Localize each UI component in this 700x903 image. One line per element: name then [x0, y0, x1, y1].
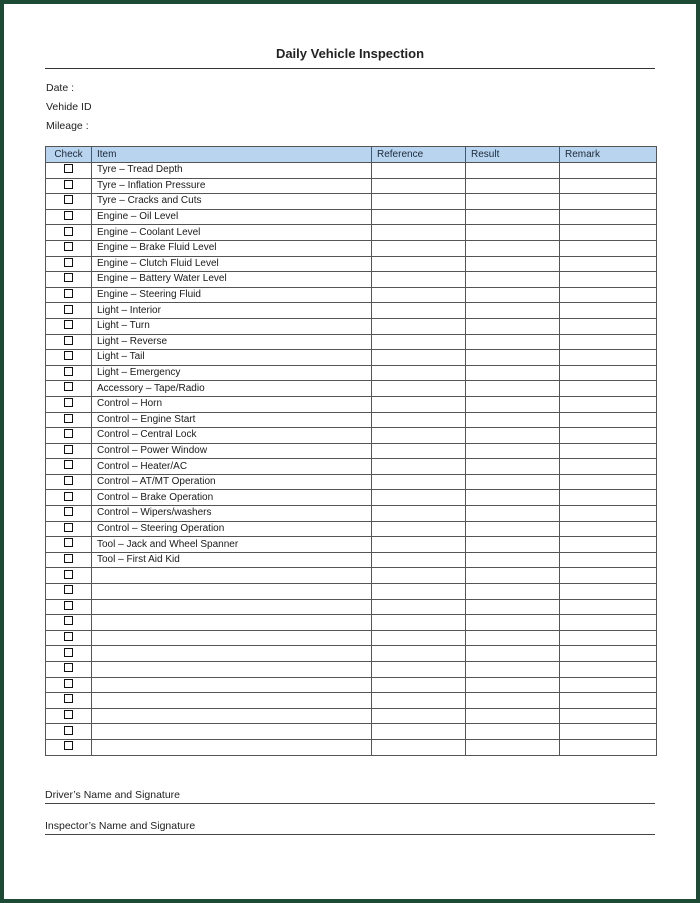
reference-cell[interactable] [372, 428, 466, 444]
check-cell [46, 552, 92, 568]
checkbox[interactable] [64, 398, 73, 407]
table-row [46, 662, 657, 678]
remark-cell[interactable] [560, 615, 657, 631]
remark-cell[interactable] [560, 256, 657, 272]
check-cell [46, 646, 92, 662]
reference-cell[interactable] [372, 552, 466, 568]
checkbox[interactable] [64, 195, 73, 204]
mileage-label: Mileage : [46, 120, 89, 132]
checkbox[interactable] [64, 445, 73, 454]
item-cell: Control – Brake Operation [92, 490, 372, 506]
item-cell: Engine – Battery Water Level [92, 272, 372, 288]
item-cell [92, 646, 372, 662]
remark-cell[interactable] [560, 630, 657, 646]
reference-cell[interactable] [372, 240, 466, 256]
item-cell [92, 568, 372, 584]
remark-cell[interactable] [560, 194, 657, 210]
item-cell: Light – Interior [92, 303, 372, 319]
checkbox[interactable] [64, 694, 73, 703]
remark-cell[interactable] [560, 287, 657, 303]
table-row [46, 443, 657, 459]
checkbox[interactable] [64, 710, 73, 719]
item-cell: Tyre – Tread Depth [92, 163, 372, 179]
title-divider [45, 68, 655, 69]
reference-cell[interactable] [372, 474, 466, 490]
result-cell[interactable] [466, 303, 560, 319]
reference-cell[interactable] [372, 646, 466, 662]
checkbox[interactable] [64, 414, 73, 423]
reference-cell[interactable] [372, 724, 466, 740]
reference-cell[interactable] [372, 537, 466, 553]
remark-cell[interactable] [560, 584, 657, 600]
check-cell [46, 506, 92, 522]
reference-cell[interactable] [372, 178, 466, 194]
item-cell [92, 677, 372, 693]
remark-cell[interactable] [560, 428, 657, 444]
result-cell[interactable] [466, 178, 560, 194]
check-cell [46, 443, 92, 459]
item-cell [92, 615, 372, 631]
result-cell[interactable] [466, 584, 560, 600]
table-row [46, 428, 657, 444]
check-cell [46, 708, 92, 724]
remark-cell[interactable] [560, 506, 657, 522]
vehicle-id-label: Vehide ID [46, 101, 92, 113]
reference-cell[interactable] [372, 568, 466, 584]
check-cell [46, 662, 92, 678]
table-row [46, 615, 657, 631]
remark-cell[interactable] [560, 693, 657, 709]
result-cell[interactable] [466, 350, 560, 366]
page-title: Daily Vehicle Inspection [275, 46, 425, 61]
checkbox[interactable] [64, 648, 73, 657]
result-cell[interactable] [466, 677, 560, 693]
checkbox[interactable] [64, 507, 73, 516]
table-row [46, 724, 657, 740]
table-row [46, 163, 657, 179]
table-row [46, 552, 657, 568]
item-cell [92, 584, 372, 600]
result-cell[interactable] [466, 662, 560, 678]
result-cell[interactable] [466, 272, 560, 288]
check-cell [46, 240, 92, 256]
check-cell [46, 256, 92, 272]
result-cell[interactable] [466, 365, 560, 381]
reference-cell[interactable] [372, 381, 466, 397]
check-cell [46, 521, 92, 537]
checkbox[interactable] [64, 570, 73, 579]
result-cell[interactable] [466, 396, 560, 412]
result-cell[interactable] [466, 693, 560, 709]
result-cell[interactable] [466, 240, 560, 256]
reference-cell[interactable] [372, 677, 466, 693]
remark-cell[interactable] [560, 163, 657, 179]
checkbox[interactable] [64, 429, 73, 438]
table-header-row [46, 147, 657, 163]
item-cell: Engine – Steering Fluid [92, 287, 372, 303]
reference-cell[interactable] [372, 443, 466, 459]
checkbox[interactable] [64, 460, 73, 469]
item-cell: Control – Power Window [92, 443, 372, 459]
table-row [46, 459, 657, 475]
checkbox[interactable] [64, 538, 73, 547]
checkbox[interactable] [64, 554, 73, 563]
checkbox[interactable] [64, 367, 73, 376]
result-cell[interactable] [466, 552, 560, 568]
result-cell[interactable] [466, 599, 560, 615]
item-cell [92, 739, 372, 755]
table-row [46, 178, 657, 194]
table-row [46, 693, 657, 709]
item-cell: Control – Steering Operation [92, 521, 372, 537]
remark-cell[interactable] [560, 209, 657, 225]
remark-cell[interactable] [560, 350, 657, 366]
item-cell: Control – Engine Start [92, 412, 372, 428]
reference-cell[interactable] [372, 599, 466, 615]
table-row [46, 365, 657, 381]
remark-cell[interactable] [560, 521, 657, 537]
check-cell [46, 490, 92, 506]
check-cell [46, 225, 92, 241]
result-cell[interactable] [466, 506, 560, 522]
reference-cell[interactable] [372, 303, 466, 319]
reference-cell[interactable] [372, 272, 466, 288]
item-cell: Light – Emergency [92, 365, 372, 381]
result-cell[interactable] [466, 474, 560, 490]
result-cell[interactable] [466, 209, 560, 225]
check-cell [46, 428, 92, 444]
reference-cell[interactable] [372, 708, 466, 724]
result-cell[interactable] [466, 194, 560, 210]
result-cell[interactable] [466, 521, 560, 537]
table-row [46, 474, 657, 490]
reference-cell[interactable] [372, 194, 466, 210]
item-cell: Tool – Jack and Wheel Spanner [92, 537, 372, 553]
reference-cell[interactable] [372, 334, 466, 350]
reference-cell[interactable] [372, 350, 466, 366]
reference-cell[interactable] [372, 225, 466, 241]
remark-cell[interactable] [560, 739, 657, 755]
item-cell: Accessory – Tape/Radio [92, 381, 372, 397]
remark-cell[interactable] [560, 474, 657, 490]
remark-cell[interactable] [560, 599, 657, 615]
table-row [46, 334, 657, 350]
check-cell [46, 693, 92, 709]
reference-cell[interactable] [372, 506, 466, 522]
table-row [46, 412, 657, 428]
result-cell[interactable] [466, 318, 560, 334]
remark-cell[interactable] [560, 272, 657, 288]
remark-cell[interactable] [560, 443, 657, 459]
check-cell [46, 459, 92, 475]
item-cell: Light – Tail [92, 350, 372, 366]
check-cell [46, 178, 92, 194]
remark-cell[interactable] [560, 677, 657, 693]
table-row [46, 677, 657, 693]
column-header-result: Result [466, 147, 560, 163]
date-label: Date : [46, 82, 75, 94]
item-cell: Engine – Clutch Fluid Level [92, 256, 372, 272]
reference-cell[interactable] [372, 209, 466, 225]
table-row [46, 303, 657, 319]
table-row [46, 599, 657, 615]
check-cell [46, 724, 92, 740]
table-row [46, 739, 657, 755]
check-cell [46, 272, 92, 288]
result-cell[interactable] [466, 412, 560, 428]
checkbox[interactable] [64, 273, 73, 282]
reference-cell[interactable] [372, 615, 466, 631]
table-row [46, 490, 657, 506]
item-cell: Tyre – Cracks and Cuts [92, 194, 372, 210]
remark-cell[interactable] [560, 490, 657, 506]
check-cell [46, 350, 92, 366]
reference-cell[interactable] [372, 256, 466, 272]
table-row [46, 537, 657, 553]
remark-cell[interactable] [560, 365, 657, 381]
table-row [46, 318, 657, 334]
item-cell: Tool – First Aid Kid [92, 552, 372, 568]
inspector-signature-line: Inspector’s Name and Signature [45, 820, 655, 835]
table-row [46, 568, 657, 584]
checkbox[interactable] [64, 351, 73, 360]
remark-cell[interactable] [560, 662, 657, 678]
table-row [46, 350, 657, 366]
item-cell: Control – Central Lock [92, 428, 372, 444]
table-row [46, 272, 657, 288]
remark-cell[interactable] [560, 334, 657, 350]
result-cell[interactable] [466, 443, 560, 459]
checkbox[interactable] [64, 741, 73, 750]
result-cell[interactable] [466, 646, 560, 662]
check-cell [46, 584, 92, 600]
check-cell [46, 537, 92, 553]
reference-cell[interactable] [372, 662, 466, 678]
table-row [46, 225, 657, 241]
result-cell[interactable] [466, 708, 560, 724]
check-cell [46, 318, 92, 334]
checkbox[interactable] [64, 336, 73, 345]
item-cell: Control – AT/MT Operation [92, 474, 372, 490]
reference-cell[interactable] [372, 412, 466, 428]
checkbox[interactable] [64, 242, 73, 251]
check-cell [46, 303, 92, 319]
result-cell[interactable] [466, 724, 560, 740]
remark-cell[interactable] [560, 318, 657, 334]
result-cell[interactable] [466, 381, 560, 397]
item-cell: Tyre – Inflation Pressure [92, 178, 372, 194]
column-header-item: Item [92, 147, 372, 163]
result-cell[interactable] [466, 490, 560, 506]
result-cell[interactable] [466, 568, 560, 584]
checkbox[interactable] [64, 476, 73, 485]
remark-cell[interactable] [560, 724, 657, 740]
check-cell [46, 599, 92, 615]
check-cell [46, 209, 92, 225]
table-row [46, 381, 657, 397]
checkbox[interactable] [64, 211, 73, 220]
check-cell [46, 163, 92, 179]
table-row [46, 396, 657, 412]
reference-cell[interactable] [372, 365, 466, 381]
item-cell [92, 708, 372, 724]
item-cell [92, 599, 372, 615]
table-row [46, 630, 657, 646]
remark-cell[interactable] [560, 396, 657, 412]
result-cell[interactable] [466, 537, 560, 553]
table-row [46, 287, 657, 303]
remark-cell[interactable] [560, 412, 657, 428]
checkbox[interactable] [64, 523, 73, 532]
checkbox[interactable] [64, 258, 73, 267]
remark-cell[interactable] [560, 225, 657, 241]
table-row [46, 708, 657, 724]
check-cell [46, 412, 92, 428]
reference-cell[interactable] [372, 396, 466, 412]
result-cell[interactable] [466, 630, 560, 646]
reference-cell[interactable] [372, 630, 466, 646]
remark-cell[interactable] [560, 568, 657, 584]
checkbox[interactable] [64, 632, 73, 641]
item-cell: Engine – Brake Fluid Level [92, 240, 372, 256]
check-cell [46, 739, 92, 755]
result-cell[interactable] [466, 225, 560, 241]
item-cell [92, 630, 372, 646]
table-row [46, 506, 657, 522]
table-body [46, 163, 657, 756]
remark-cell[interactable] [560, 240, 657, 256]
table-row [46, 646, 657, 662]
checkbox[interactable] [64, 663, 73, 672]
remark-cell[interactable] [560, 459, 657, 475]
result-cell[interactable] [466, 163, 560, 179]
driver-signature-line: Driver’s Name and Signature [45, 789, 655, 804]
result-cell[interactable] [466, 428, 560, 444]
check-cell [46, 287, 92, 303]
checkbox[interactable] [64, 320, 73, 329]
table-row [46, 584, 657, 600]
check-cell [46, 568, 92, 584]
table-row [46, 194, 657, 210]
item-cell [92, 662, 372, 678]
item-cell: Control – Heater/AC [92, 459, 372, 475]
checkbox[interactable] [64, 289, 73, 298]
remark-cell[interactable] [560, 708, 657, 724]
checkbox[interactable] [64, 585, 73, 594]
checkbox[interactable] [64, 180, 73, 189]
checkbox[interactable] [64, 601, 73, 610]
result-cell[interactable] [466, 287, 560, 303]
check-cell [46, 381, 92, 397]
item-cell [92, 693, 372, 709]
checkbox[interactable] [64, 726, 73, 735]
item-cell: Light – Turn [92, 318, 372, 334]
remark-cell[interactable] [560, 537, 657, 553]
table-row [46, 521, 657, 537]
checkbox[interactable] [64, 616, 73, 625]
column-header-check: Check [46, 147, 92, 163]
checkbox[interactable] [64, 492, 73, 501]
checkbox[interactable] [64, 227, 73, 236]
result-cell[interactable] [466, 334, 560, 350]
check-cell [46, 365, 92, 381]
check-cell [46, 474, 92, 490]
reference-cell[interactable] [372, 490, 466, 506]
inspection-table [45, 146, 657, 756]
remark-cell[interactable] [560, 381, 657, 397]
result-cell[interactable] [466, 459, 560, 475]
remark-cell[interactable] [560, 646, 657, 662]
column-header-remark: Remark [560, 147, 657, 163]
reference-cell[interactable] [372, 318, 466, 334]
reference-cell[interactable] [372, 459, 466, 475]
result-cell[interactable] [466, 615, 560, 631]
remark-cell[interactable] [560, 552, 657, 568]
check-cell [46, 630, 92, 646]
table-row [46, 256, 657, 272]
check-cell [46, 677, 92, 693]
result-cell[interactable] [466, 256, 560, 272]
reference-cell[interactable] [372, 521, 466, 537]
check-cell [46, 334, 92, 350]
item-cell [92, 724, 372, 740]
reference-cell[interactable] [372, 163, 466, 179]
remark-cell[interactable] [560, 178, 657, 194]
table-row [46, 209, 657, 225]
checkbox[interactable] [64, 305, 73, 314]
item-cell: Engine – Oil Level [92, 209, 372, 225]
item-cell: Light – Reverse [92, 334, 372, 350]
reference-cell[interactable] [372, 584, 466, 600]
checkbox[interactable] [64, 164, 73, 173]
reference-cell[interactable] [372, 693, 466, 709]
item-cell: Control – Wipers/washers [92, 506, 372, 522]
check-cell [46, 396, 92, 412]
reference-cell[interactable] [372, 287, 466, 303]
column-header-reference: Reference [372, 147, 466, 163]
check-cell [46, 194, 92, 210]
item-cell: Engine – Coolant Level [92, 225, 372, 241]
result-cell[interactable] [466, 739, 560, 755]
table-row [46, 240, 657, 256]
check-cell [46, 615, 92, 631]
checkbox[interactable] [64, 679, 73, 688]
remark-cell[interactable] [560, 303, 657, 319]
checkbox[interactable] [64, 382, 73, 391]
item-cell: Control – Horn [92, 396, 372, 412]
reference-cell[interactable] [372, 739, 466, 755]
